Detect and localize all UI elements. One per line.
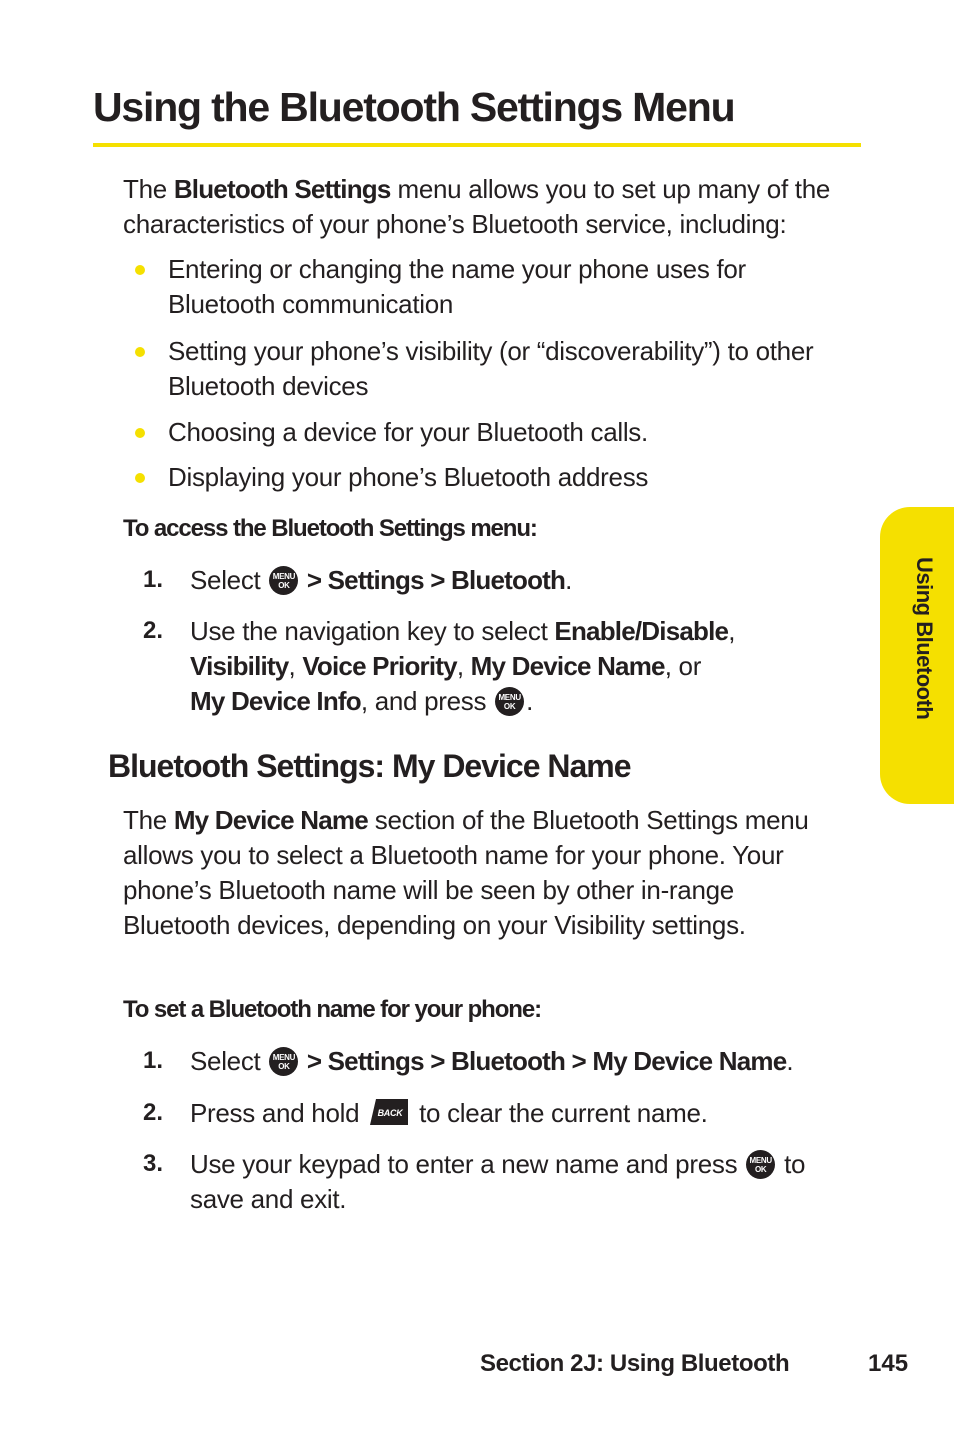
step-post: to save and exit.: [190, 1149, 806, 1214]
option-voice-priority: Voice Priority: [302, 651, 457, 681]
key-label-bottom: OK: [278, 1061, 290, 1071]
bullet-text: Entering or changing the name your phone uses for Bluetooth communication: [168, 254, 746, 319]
step-number: 1.: [143, 1047, 164, 1074]
key-label-top: MENU: [749, 1155, 772, 1165]
step-pre: Use the navigation key to select: [190, 616, 555, 646]
bullet-text: Setting your phone’s visibility (or “discoverability”) to other Bluetooth devices: [168, 336, 814, 401]
para-post: section of the Bluetooth Settings menu allows you to select a Bluetooth name for your phone. Your phone’s Bluetooth name will be seen by other in-range Bluetooth devices, depending on your Visibility settings.: [123, 805, 809, 940]
step-text: [190, 1044, 850, 1079]
step-number: 3.: [143, 1150, 164, 1177]
para-pre: The: [123, 805, 174, 835]
key-label-bottom: OK: [755, 1164, 767, 1174]
footer-section-label: Section 2J: Using Bluetooth: [480, 1350, 790, 1377]
intro-post: menu allows you to set up many of the characteristics of your phone’s Bluetooth service, including:: [123, 174, 831, 239]
menu-ok-key-icon: [746, 1150, 775, 1179]
step-pre: Press and hold: [190, 1098, 367, 1128]
key-label-bottom: OK: [278, 580, 290, 590]
bullet-text: Choosing a device for your Bluetooth calls.: [168, 417, 648, 447]
bullet-icon: [135, 265, 145, 275]
separator: , or: [664, 651, 702, 681]
step-pre: Use your keypad to enter a new name and press: [190, 1149, 745, 1179]
step-post: , and press: [360, 686, 494, 716]
para-bold: My Device Name: [173, 805, 368, 835]
key-label-top: MENU: [498, 692, 521, 702]
step-path: > Settings > Bluetooth > My Device Name: [300, 1046, 787, 1076]
step-text: [190, 1096, 850, 1131]
intro-paragraph: [123, 172, 863, 242]
key-label-bottom: OK: [503, 701, 516, 711]
step-post: to clear the current name.: [412, 1098, 708, 1128]
intro-pre: The: [123, 174, 174, 204]
menu-ok-key-icon: [269, 566, 298, 595]
step-number: 1.: [143, 566, 164, 593]
back-key-label: BACK: [377, 1108, 403, 1119]
step-post: .: [565, 565, 573, 595]
key-label-top: MENU: [272, 1052, 296, 1062]
menu-ok-key-icon: [495, 687, 524, 716]
option-visibility: Visibility: [190, 651, 289, 681]
side-tab-label: Using Bluetooth: [912, 557, 937, 720]
page-number: 145: [868, 1350, 909, 1377]
back-key-icon: [368, 1097, 410, 1127]
procedure-heading: To set a Bluetooth name for your phone:: [123, 996, 541, 1023]
step-pre: Select: [190, 1046, 268, 1076]
step-pre: Select: [190, 565, 268, 595]
option-my-device-name: My Device Name: [470, 651, 665, 681]
option-enable-disable: Enable/Disable: [554, 616, 729, 646]
bullet-icon: [135, 473, 145, 483]
option-my-device-info: My Device Info: [190, 686, 361, 716]
separator: ,: [728, 616, 736, 646]
step-number: 2.: [143, 1099, 164, 1126]
bullet-icon: [135, 428, 145, 438]
step-number: 2.: [143, 617, 164, 644]
procedure-heading: To access the Bluetooth Settings menu:: [123, 515, 537, 542]
section-heading: Bluetooth Settings: My Device Name: [108, 748, 631, 784]
key-label-top: MENU: [272, 571, 296, 581]
step-text: [190, 563, 850, 598]
intro-bold: Bluetooth Settings: [173, 174, 391, 204]
step-post: .: [786, 1046, 794, 1076]
side-tab: [880, 507, 954, 804]
step-path: > Settings > Bluetooth: [300, 565, 566, 595]
step-text: [190, 614, 830, 719]
page-title: Using the Bluetooth Settings Menu: [93, 84, 735, 130]
separator: ,: [456, 651, 471, 681]
separator: ,: [288, 651, 303, 681]
bullet-icon: [135, 347, 145, 357]
bullet-text: Displaying your phone’s Bluetooth address: [168, 462, 649, 492]
menu-ok-key-icon: [269, 1047, 298, 1076]
step-text: [190, 1147, 830, 1217]
title-rule: [93, 143, 861, 147]
section-paragraph: [123, 803, 843, 943]
step-end: .: [526, 686, 534, 716]
